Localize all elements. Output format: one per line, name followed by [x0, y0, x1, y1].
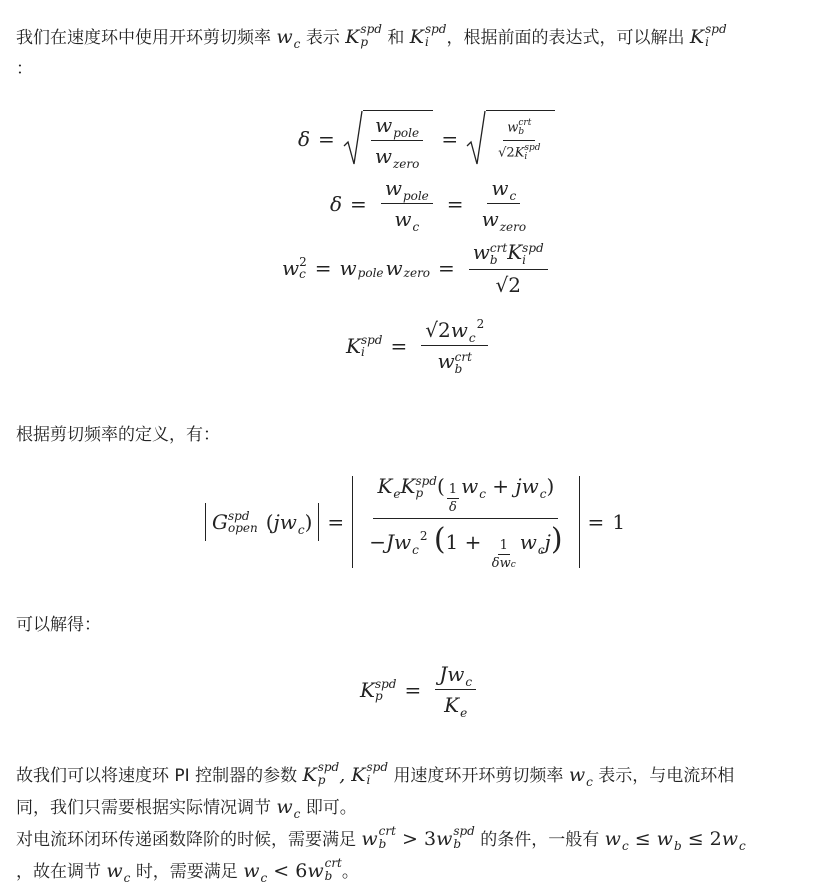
- condition-paragraph-line2: [16, 856, 359, 888]
- intro-paragraph: [16, 22, 727, 54]
- intro-text-1: 我们在速度环中使用开环剪切频率: [16, 28, 271, 48]
- math-wc: $w_c$: [276, 26, 301, 51]
- condition-text-4: 时，需要满足: [135, 862, 238, 882]
- conclusion-text-3: 表示，与电流环相: [598, 766, 735, 786]
- conclusion-text-4: 同，我们只需要根据实际情况调节: [16, 798, 271, 818]
- equation-kp-result: K spd p = $\frac{Jw_c}{K_e}$: [360, 662, 482, 717]
- solve-paragraph: 可以解得：: [16, 615, 101, 635]
- math-wb-crt-cond: w crt b > 3w spd b: [361, 824, 475, 851]
- equation-ki-result: K spd i = $√2w_c^2$ w crt b: [346, 318, 494, 375]
- equation-delta-ratio: δ = $\frac{w_{pole}}{w_c}$ = $\frac{w_c}{w_{zero}}$: [330, 176, 527, 234]
- math-kp-spd: K spd p: [345, 22, 382, 49]
- conclusion-paragraph: [16, 760, 734, 792]
- conclusion-text-2: 用速度环开环剪切频率: [393, 766, 564, 786]
- condition-text-2: 的条件，一般有: [480, 830, 600, 850]
- condition-text-1: 对电流环闭环传递函数降阶的时候，需要满足: [16, 830, 356, 850]
- math-wc-limit: $w_c < 6w$ crt b: [243, 856, 342, 885]
- math-wc-4: $w_c$: [106, 860, 131, 885]
- condition-text-5: 。: [341, 862, 359, 882]
- intro-text-2: 表示: [305, 28, 340, 48]
- conclusion-text-1: 故我们可以将速度环 PI 控制器的参数: [16, 766, 298, 786]
- definition-paragraph: 根据剪切频率的定义，有：: [16, 425, 220, 445]
- intro-text-4: ，根据前面的表达式，可以解出: [446, 28, 685, 48]
- equation-wc-squared: w 2 c = w pole w zero = w crt b K spd i √2: [282, 240, 554, 297]
- conclusion-paragraph-line2: [16, 792, 357, 824]
- condition-text-3: ，故在调节: [16, 862, 101, 882]
- equation-delta-sqrt: δ = $\frac{w_{pole}}{w_{zero}}$ = w crt b √2K spd i: [298, 110, 555, 168]
- math-wc-range: $w_c \le w_b \le 2w_c$: [604, 828, 746, 853]
- equation-open-loop-gain: G spd open $(jw_c)$ = $K_eK$ spd p ( $\frac{1}{\delta}$ $w_c + jw_c$) $-Jw_c^2$ (1 + $\frac{1}{\text{δwc}}$ $w_cj$) = 1: [205, 476, 625, 568]
- condition-paragraph: [16, 824, 746, 856]
- math-wc-2: $w_c$: [568, 764, 593, 789]
- math-ki-spd: K spd i: [409, 22, 447, 49]
- math-wc-3: $w_c$: [276, 796, 301, 821]
- math-kp-ki: K spd p , K spd i: [302, 760, 389, 787]
- math-ki-spd-2: K spd i: [689, 22, 727, 49]
- intro-colon: ：: [16, 59, 33, 79]
- conclusion-text-5: 即可。: [305, 798, 357, 818]
- intro-text-3: 和: [387, 28, 405, 48]
